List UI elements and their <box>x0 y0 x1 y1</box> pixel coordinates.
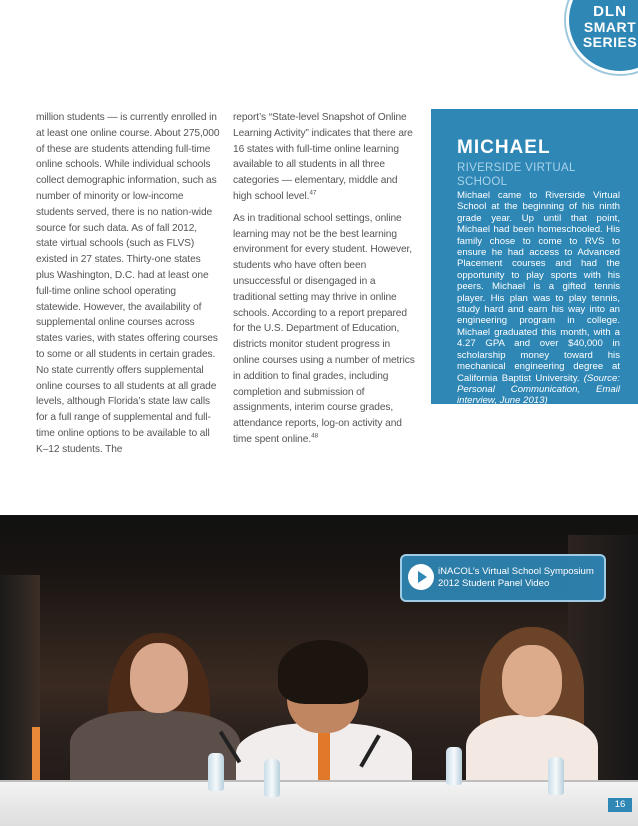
badge-line-2: SMART <box>583 19 637 35</box>
video-caption-line-2: 2012 Student Panel Video <box>438 578 550 589</box>
student-panel-video[interactable] <box>0 515 638 826</box>
water-bottle <box>548 757 564 795</box>
panelist-2-hair <box>278 640 368 704</box>
panel-table <box>0 780 638 826</box>
page-number: 16 <box>608 798 632 812</box>
water-bottle <box>264 759 280 797</box>
student-school: RIVERSIDE VIRTUAL SCHOOL <box>457 162 576 188</box>
panelist-3-face <box>502 645 562 717</box>
paragraph-2-text: As in traditional school settings, online learning may not be the best learning environment for every student. However, students who have often been unsuccessful or disengaged in a traditional setting may thrive in online schools. According to a report prepared for the U.S. Department of Education, districts monitor student progress in online courses using a number of metrics in addition to final grades, including completion and submission of assignments, interim course grades, attendance reports, log-on activity and time spent online. <box>233 212 415 445</box>
column-2-paragraph-2 <box>233 211 415 448</box>
body-column-2 <box>233 110 415 454</box>
badge-line-3: SERIES <box>582 34 638 50</box>
footnote-ref-47[interactable]: 47 <box>309 189 317 197</box>
body-column-1 <box>36 110 220 464</box>
badge-line-1: DLN <box>593 3 627 20</box>
column-1-text: million students — is currently enrolled in at least one online course. About 275,000 of these are students attending full-time online schools. While individual schools collect demographic information, such as number of minority or low-income students served, there is no nation-wide source for such data. As of fall 2012, state virtual schools (such as FLVS) existed in 27 states. Thirty-one states plus Washington, D.C. had at least one full-time online school operating statewide. However, the availability of supplemental online courses across states varies, with states offering courses to some or all students in certain grades. No state currently offers supplemental online courses to all students at all grade levels, although Florida’s state law calls for a full range of supplemental and full-time online options to be available to all K–12 students. The <box>36 112 220 455</box>
video-caption-line-1: iNACOL’s Virtual School Symposium <box>438 566 594 577</box>
play-icon[interactable] <box>408 564 434 590</box>
footnote-ref-48[interactable]: 48 <box>311 432 319 440</box>
dln-smart-series-badge <box>566 0 638 74</box>
profile-source: (Source: Personal Communication, Email interview, June 2013) <box>457 372 620 407</box>
video-callout[interactable] <box>400 554 606 602</box>
panelist-1-face <box>130 643 188 713</box>
student-profile-body <box>457 190 620 407</box>
water-bottle <box>446 747 462 785</box>
profile-text: Michael came to Riverside Virtual School at the beginning of his ninth grade year. Up until that point, Michael had been homeschooled. His family chose to come to RVS to ensure he had access to Advanced Placement courses and had the opportunity to play sports with his peers. Michael is a gifted tennis player. His plan was to play tennis, study hard and earn his way into an engineering program in college. Michael graduated this month, with a 4.27 GPA and over $40,000 in scholarship money toward his mechanical engineering degree at California Baptist University. <box>457 190 620 384</box>
student-profile-sidebar <box>431 109 638 407</box>
stage-banner-stand <box>32 727 40 787</box>
student-name: MICHAEL <box>457 137 551 158</box>
water-bottle <box>208 753 224 791</box>
paragraph-1-text: report’s “State-level Snapshot of Online Learning Activity” indicates that there are 16 states with full-time online learning available to all students in all three categories — elementary, middle and high school level. <box>233 112 413 202</box>
column-2-paragraph-1 <box>233 110 415 205</box>
